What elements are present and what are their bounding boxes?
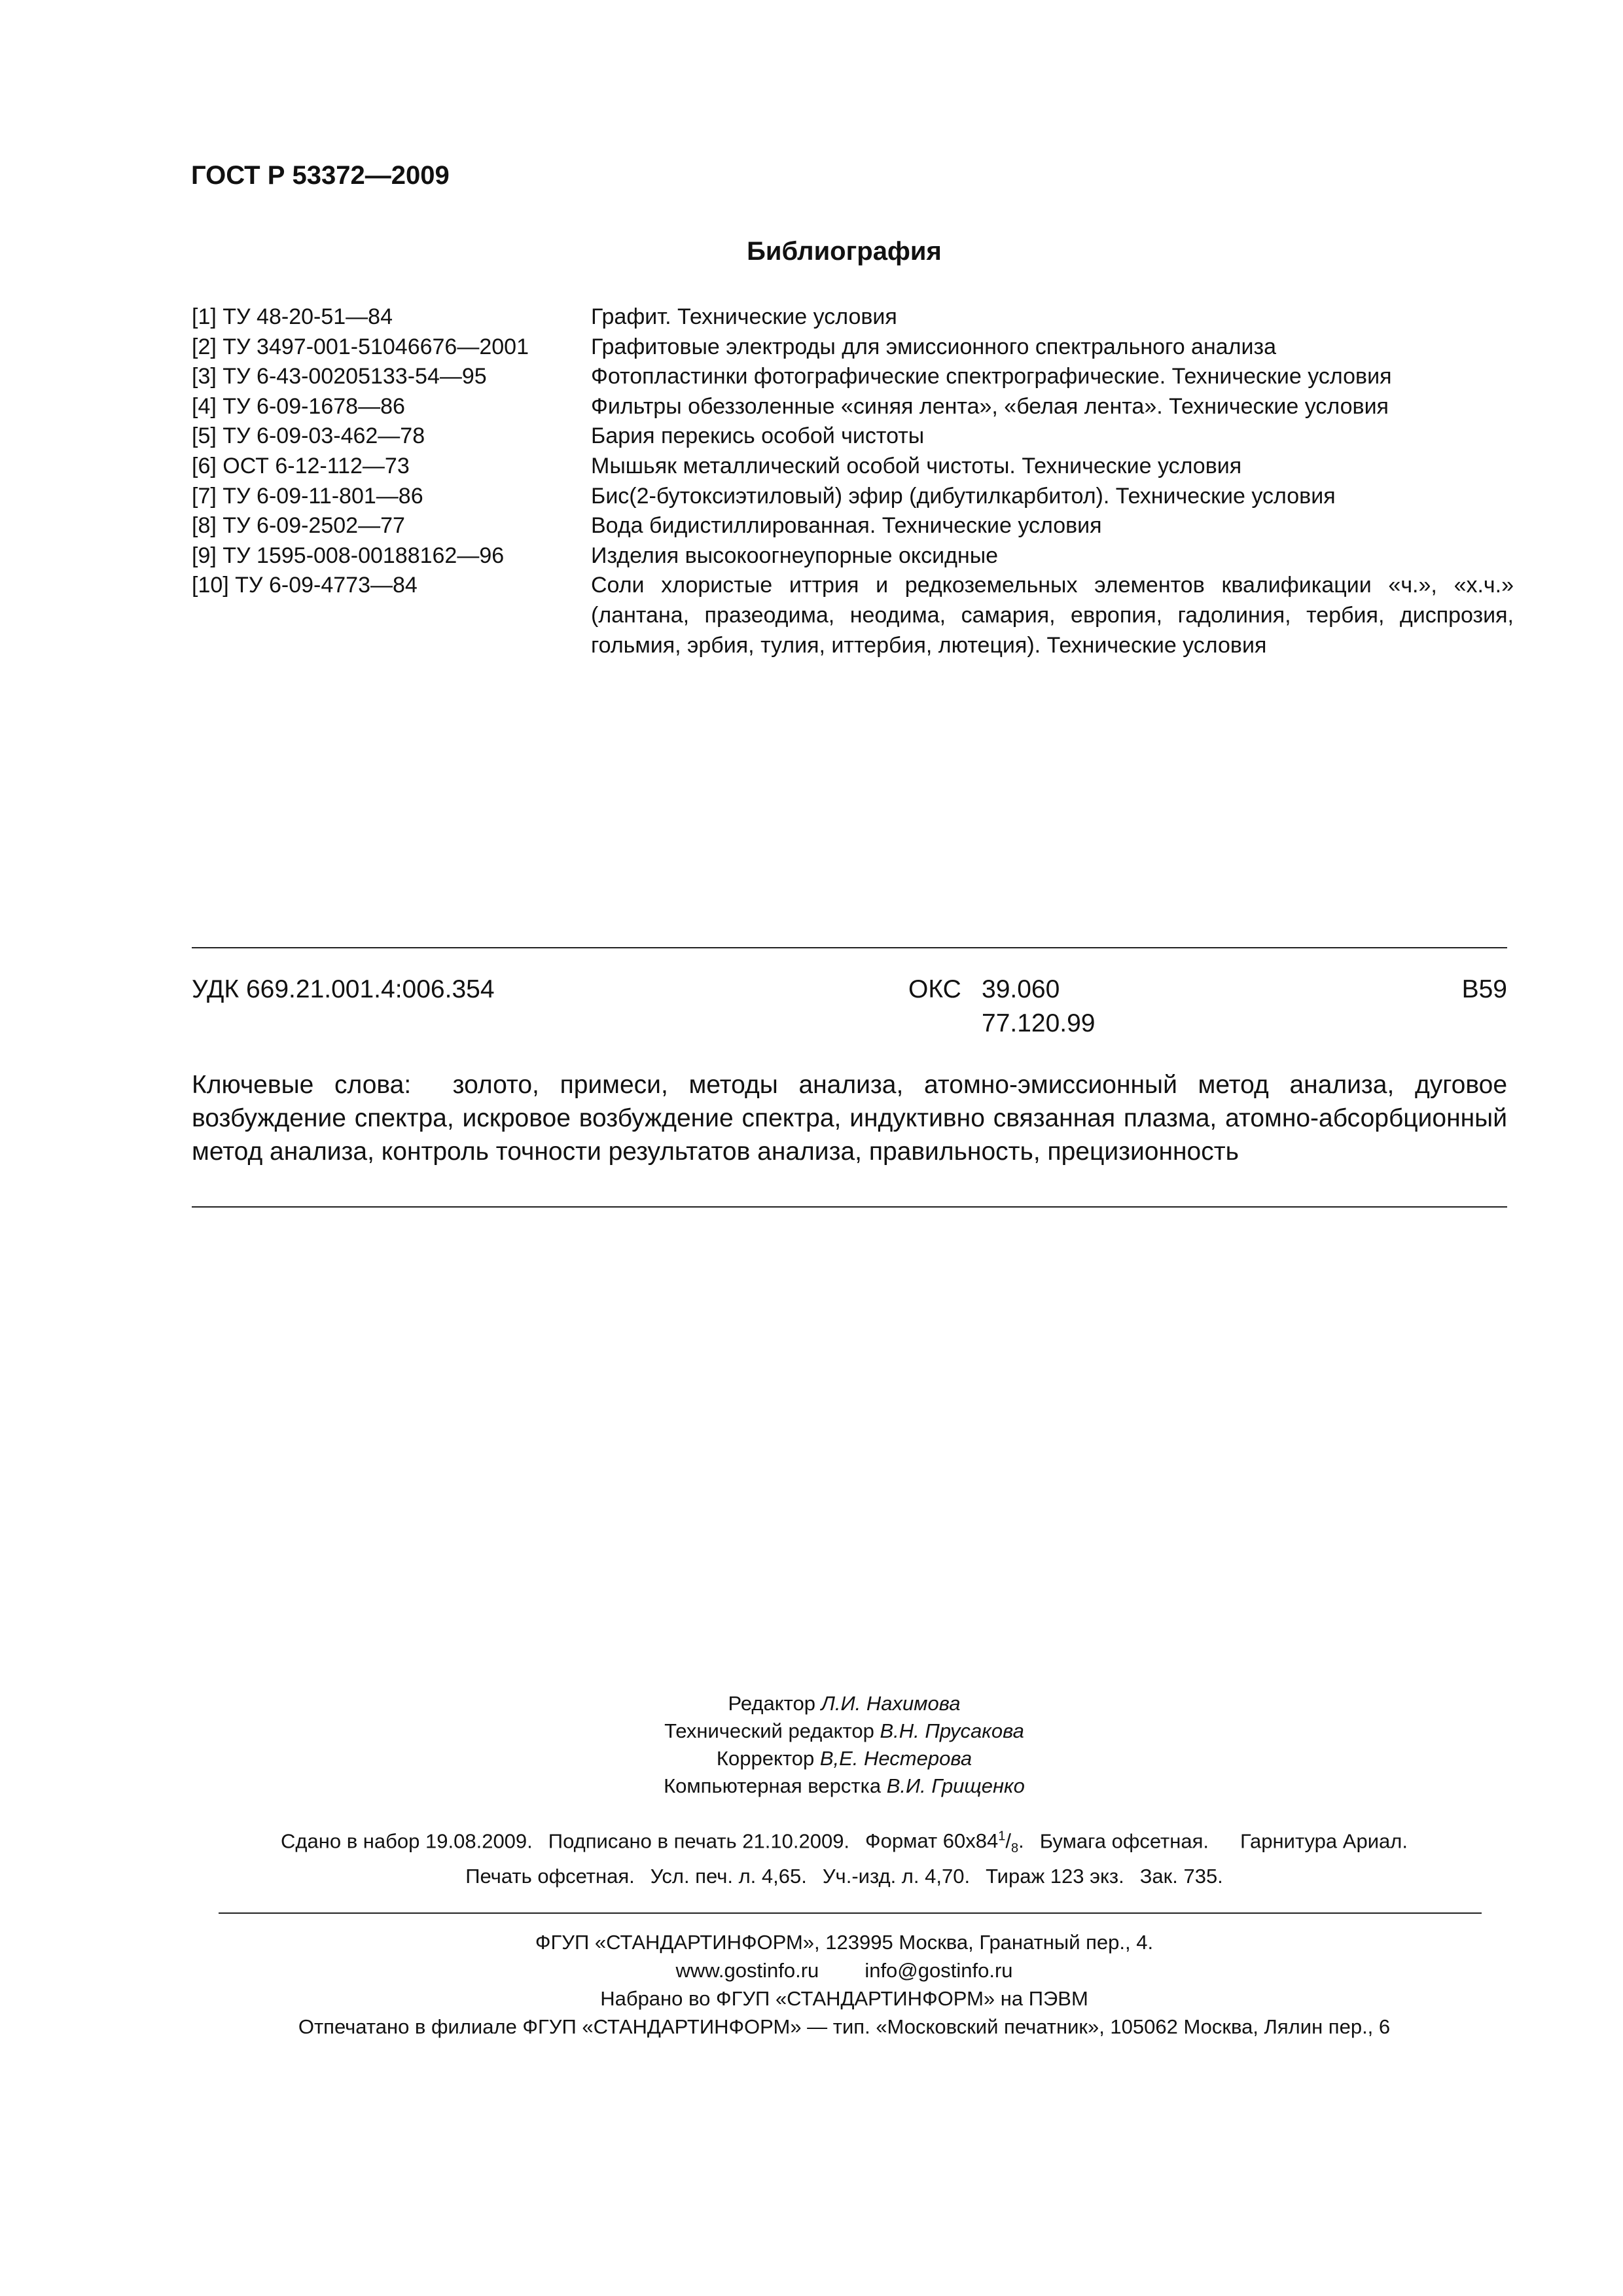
- credit-name: Л.И. Нахимова: [821, 1692, 961, 1715]
- credit-role: Технический редактор: [664, 1719, 874, 1742]
- bibliography-item-code: [9] ТУ 1595-008-00188162—96: [192, 543, 505, 568]
- print-run: Тираж 123 экз.: [986, 1864, 1124, 1888]
- contacts-line: [0, 1956, 1623, 1984]
- credit-line: [0, 1772, 1623, 1800]
- classification-group: В59: [1461, 975, 1507, 1003]
- bibliography-item-title: Фотопластинки фотографические спектрографические. Технические условия: [591, 364, 1392, 389]
- credit-role: Компьютерная верстка: [664, 1774, 882, 1797]
- bibliography-list: [192, 302, 1514, 660]
- signed-date: Подписано в печать 21.10.2009.: [548, 1829, 850, 1853]
- typeface: Гарнитура Ариал.: [1240, 1829, 1408, 1853]
- bibliography-item-title: Мышьяк металлический особой чистоты. Технические условия: [591, 453, 1242, 478]
- bibliography-item-title: Графитовые электроды для эмиссионного спектрального анализа: [591, 334, 1276, 359]
- bibliography-item-code: [4] ТУ 6-09-1678—86: [192, 393, 405, 419]
- credit-line: [0, 1717, 1623, 1745]
- oks-code: 39.060: [982, 975, 1060, 1003]
- bibliography-item-code: [3] ТУ 6-43-00205133-54—95: [192, 364, 487, 389]
- format-prefix: Формат 60x84: [865, 1829, 999, 1853]
- bibliography-item-code: [2] ТУ 3497-001-51046676—2001: [192, 334, 529, 359]
- bibliography-item-title: Изделия высокоогнеупорные оксидные: [591, 543, 999, 568]
- credit-name: В,Е. Нестерова: [819, 1747, 972, 1770]
- credit-line: [0, 1745, 1623, 1772]
- bibliography-item-code: [6] ОСТ 6-12-112—73: [192, 453, 410, 478]
- publisher-address: ФГУП «СТАНДАРТИНФОРМ», 123995 Москва, Гранатный пер., 4.: [535, 1931, 1154, 1954]
- footer-block: [0, 1928, 1623, 2041]
- credit-name: В.Н. Прусакова: [880, 1719, 1024, 1742]
- divider: [219, 1912, 1482, 1914]
- bibliography-item: [192, 541, 1514, 571]
- bibliography-item-title: Фильтры обеззоленные «синяя лента», «белая лента». Технические условия: [591, 393, 1389, 419]
- bibliography-item: [192, 362, 1514, 392]
- divider: [192, 947, 1507, 948]
- submitted-date: Сдано в набор 19.08.2009.: [281, 1829, 533, 1853]
- bibliography-item: [192, 392, 1514, 422]
- credit-name: В.И. Грищенко: [886, 1774, 1025, 1797]
- bibliography-item-title: Вода бидистиллированная. Технические условия: [591, 513, 1102, 539]
- bibliography-item-title: Графит. Технические условия: [591, 304, 897, 329]
- bibliography-item-title: Бария перекись особой чистоты: [591, 423, 925, 449]
- credit-role: Корректор: [716, 1747, 815, 1770]
- credit-role: Редактор: [728, 1692, 815, 1715]
- bibliography-item-title: Бис(2-бутоксиэтиловый) эфир (дибутилкарбитол). Технические условия: [591, 483, 1336, 509]
- format-suffix: .: [1018, 1829, 1024, 1853]
- keywords-block: [192, 1068, 1507, 1168]
- bibliography-item: [192, 511, 1514, 541]
- bibliography-item: [192, 571, 1514, 660]
- print-info-line: [0, 1823, 1623, 1863]
- bibliography-item-code: [10] ТУ 6-09-4773—84: [192, 573, 418, 598]
- format-info: Формат $60x84^1/_8$.: [865, 1829, 1024, 1856]
- order-number: Зак. 735.: [1139, 1864, 1223, 1888]
- bibliography-item-code: [1] ТУ 48-20-51—84: [192, 304, 393, 329]
- paper-type: Бумага офсетная.: [1039, 1829, 1209, 1853]
- email-link[interactable]: info@gostinfo.ru: [865, 1959, 1013, 1982]
- printing-method: Печать офсетная.: [465, 1864, 635, 1888]
- bibliography-item: [192, 332, 1514, 363]
- format-numerator: 1: [998, 1829, 1006, 1844]
- bibliography-item: [192, 422, 1514, 452]
- keywords-text: золото, примеси, методы анализа, атомно-эмиссионный метод анализа, дуговое возбуждение спектра, искровое возбуждение спектра, индуктивно связанная плазма, атомно-абсорбционный метод анализа, контроль точности результатов анализа, правильность, прецизионность: [192, 1071, 1508, 1166]
- keywords-label: Ключевые слова:: [192, 1071, 412, 1099]
- bibliography-item: [192, 452, 1514, 482]
- print-info-block: [0, 1823, 1623, 1890]
- printed-note: Отпечатано в филиале ФГУП «СТАНДАРТИНФОРМ» — тип. «Московский печатник», 105062 Москва, Лялин пер., 6: [298, 2015, 1391, 2038]
- bibliography-item-code: [8] ТУ 6-09-2502—77: [192, 513, 405, 539]
- print-sheets: Усл. печ. л. 4,65.: [650, 1864, 807, 1888]
- bibliography-item: [192, 482, 1514, 512]
- divider: [192, 1206, 1507, 1208]
- credits-block: [0, 1690, 1623, 1800]
- bibliography-item-title: Соли хлористые иттрия и редкоземельных элементов квалификации «ч.», «х.ч.» (лантана, празеодима, неодима, самария, европия, гадолиния, тербия, диспрозия, гольмия, эрбия, тулия, иттербия, лютеция). Технические условия: [591, 573, 1514, 658]
- publisher-sheets: Уч.-изд. л. 4,70.: [822, 1864, 971, 1888]
- bibliography-title: Библиография: [747, 237, 942, 266]
- oks-code: 77.120.99: [982, 1009, 1096, 1037]
- typeset-note: Набрано во ФГУП «СТАНДАРТИНФОРМ» на ПЭВМ: [600, 1987, 1088, 2010]
- document-code: ГОСТ Р 53372—2009: [191, 161, 450, 190]
- oks-label: ОКС: [908, 975, 961, 1003]
- credit-line: [0, 1690, 1623, 1717]
- format-denominator: 8: [1011, 1841, 1019, 1856]
- website-link[interactable]: www.gostinfo.ru: [675, 1959, 819, 1982]
- udk-code: УДК 669.21.001.4:006.354: [192, 975, 495, 1003]
- print-info-line: [0, 1863, 1623, 1890]
- bibliography-item-code: [7] ТУ 6-09-11-801—86: [192, 483, 423, 509]
- bibliography-item-code: [5] ТУ 6-09-03-462—78: [192, 423, 425, 449]
- bibliography-item: [192, 302, 1514, 332]
